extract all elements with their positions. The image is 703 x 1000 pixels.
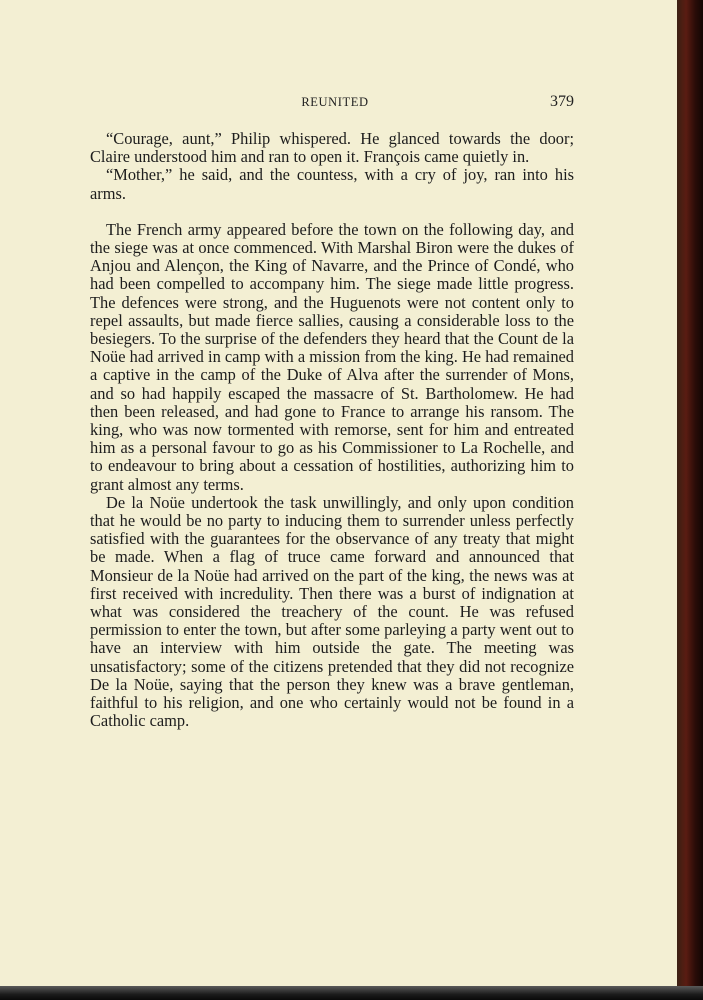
book-spine (677, 0, 703, 1000)
section-break (90, 203, 574, 221)
paragraph: The French army appeared before the town on the following day, and the siege was at once commenced. With Marshal Biron were the dukes of Anjou and Alençon, the King of Navarre, and the Prince of Condé, who had been compelled to accompany him. The siege made little progress. The defences were strong, and the Huguenots were not content only to repel assaults, but made fierce sallies, causing a considerable loss to the besiegers. To the surprise of the defenders they heard that the Count de la Noüe had arrived in camp with a mission from the king. He had remained a captive in the camp of the Duke of Alva after the surrender of Mons, and so had happily escaped the massacre of St. Bartholomew. He had then been released, and had gone to France to arrange his ransom. The king, who was now tormented with remorse, sent for him and entreated him as a personal favour to go as his Commissioner to La Rochelle, and to endeavour to bring about a cessation of hostilities, authorizing him to grant almost any terms. (90, 219, 574, 494)
paragraph: “Mother,” he said, and the countess, with a cry of joy, ran into his arms. (90, 165, 574, 203)
paragraph: “Courage, aunt,” Philip whispered. He glanced towards the door; Claire understood him and ran to open it. François came quietly in. (90, 129, 574, 167)
running-head (0, 93, 687, 111)
body-text (90, 130, 574, 731)
page-number: 379 (550, 93, 574, 110)
chapter-title: REUNITED (301, 95, 369, 109)
page-bottom-edge (0, 986, 703, 1000)
paragraph: De la Noüe undertook the task unwillingly, and only upon condition that he would be no party to inducing them to surrender unless perfectly satisfied with the guarantees for the observance of any treaty that might be made. When a flag of truce came forward and announced that Monsieur de la Noüe had arrived on the part of the king, the news was at first received with incredulity. Then there was a burst of indignation at what was considered the treachery of the count. He was refused permission to enter the town, but after some parleying a party went out to have an interview with him outside the gate. The meeting was unsatisfactory; some of the citizens pretended that they did not recognize De la Noüe, saying that the person they knew was a brave gentleman, faithful to his religion, and one who certainly would not be found in a Catholic camp. (90, 492, 574, 731)
